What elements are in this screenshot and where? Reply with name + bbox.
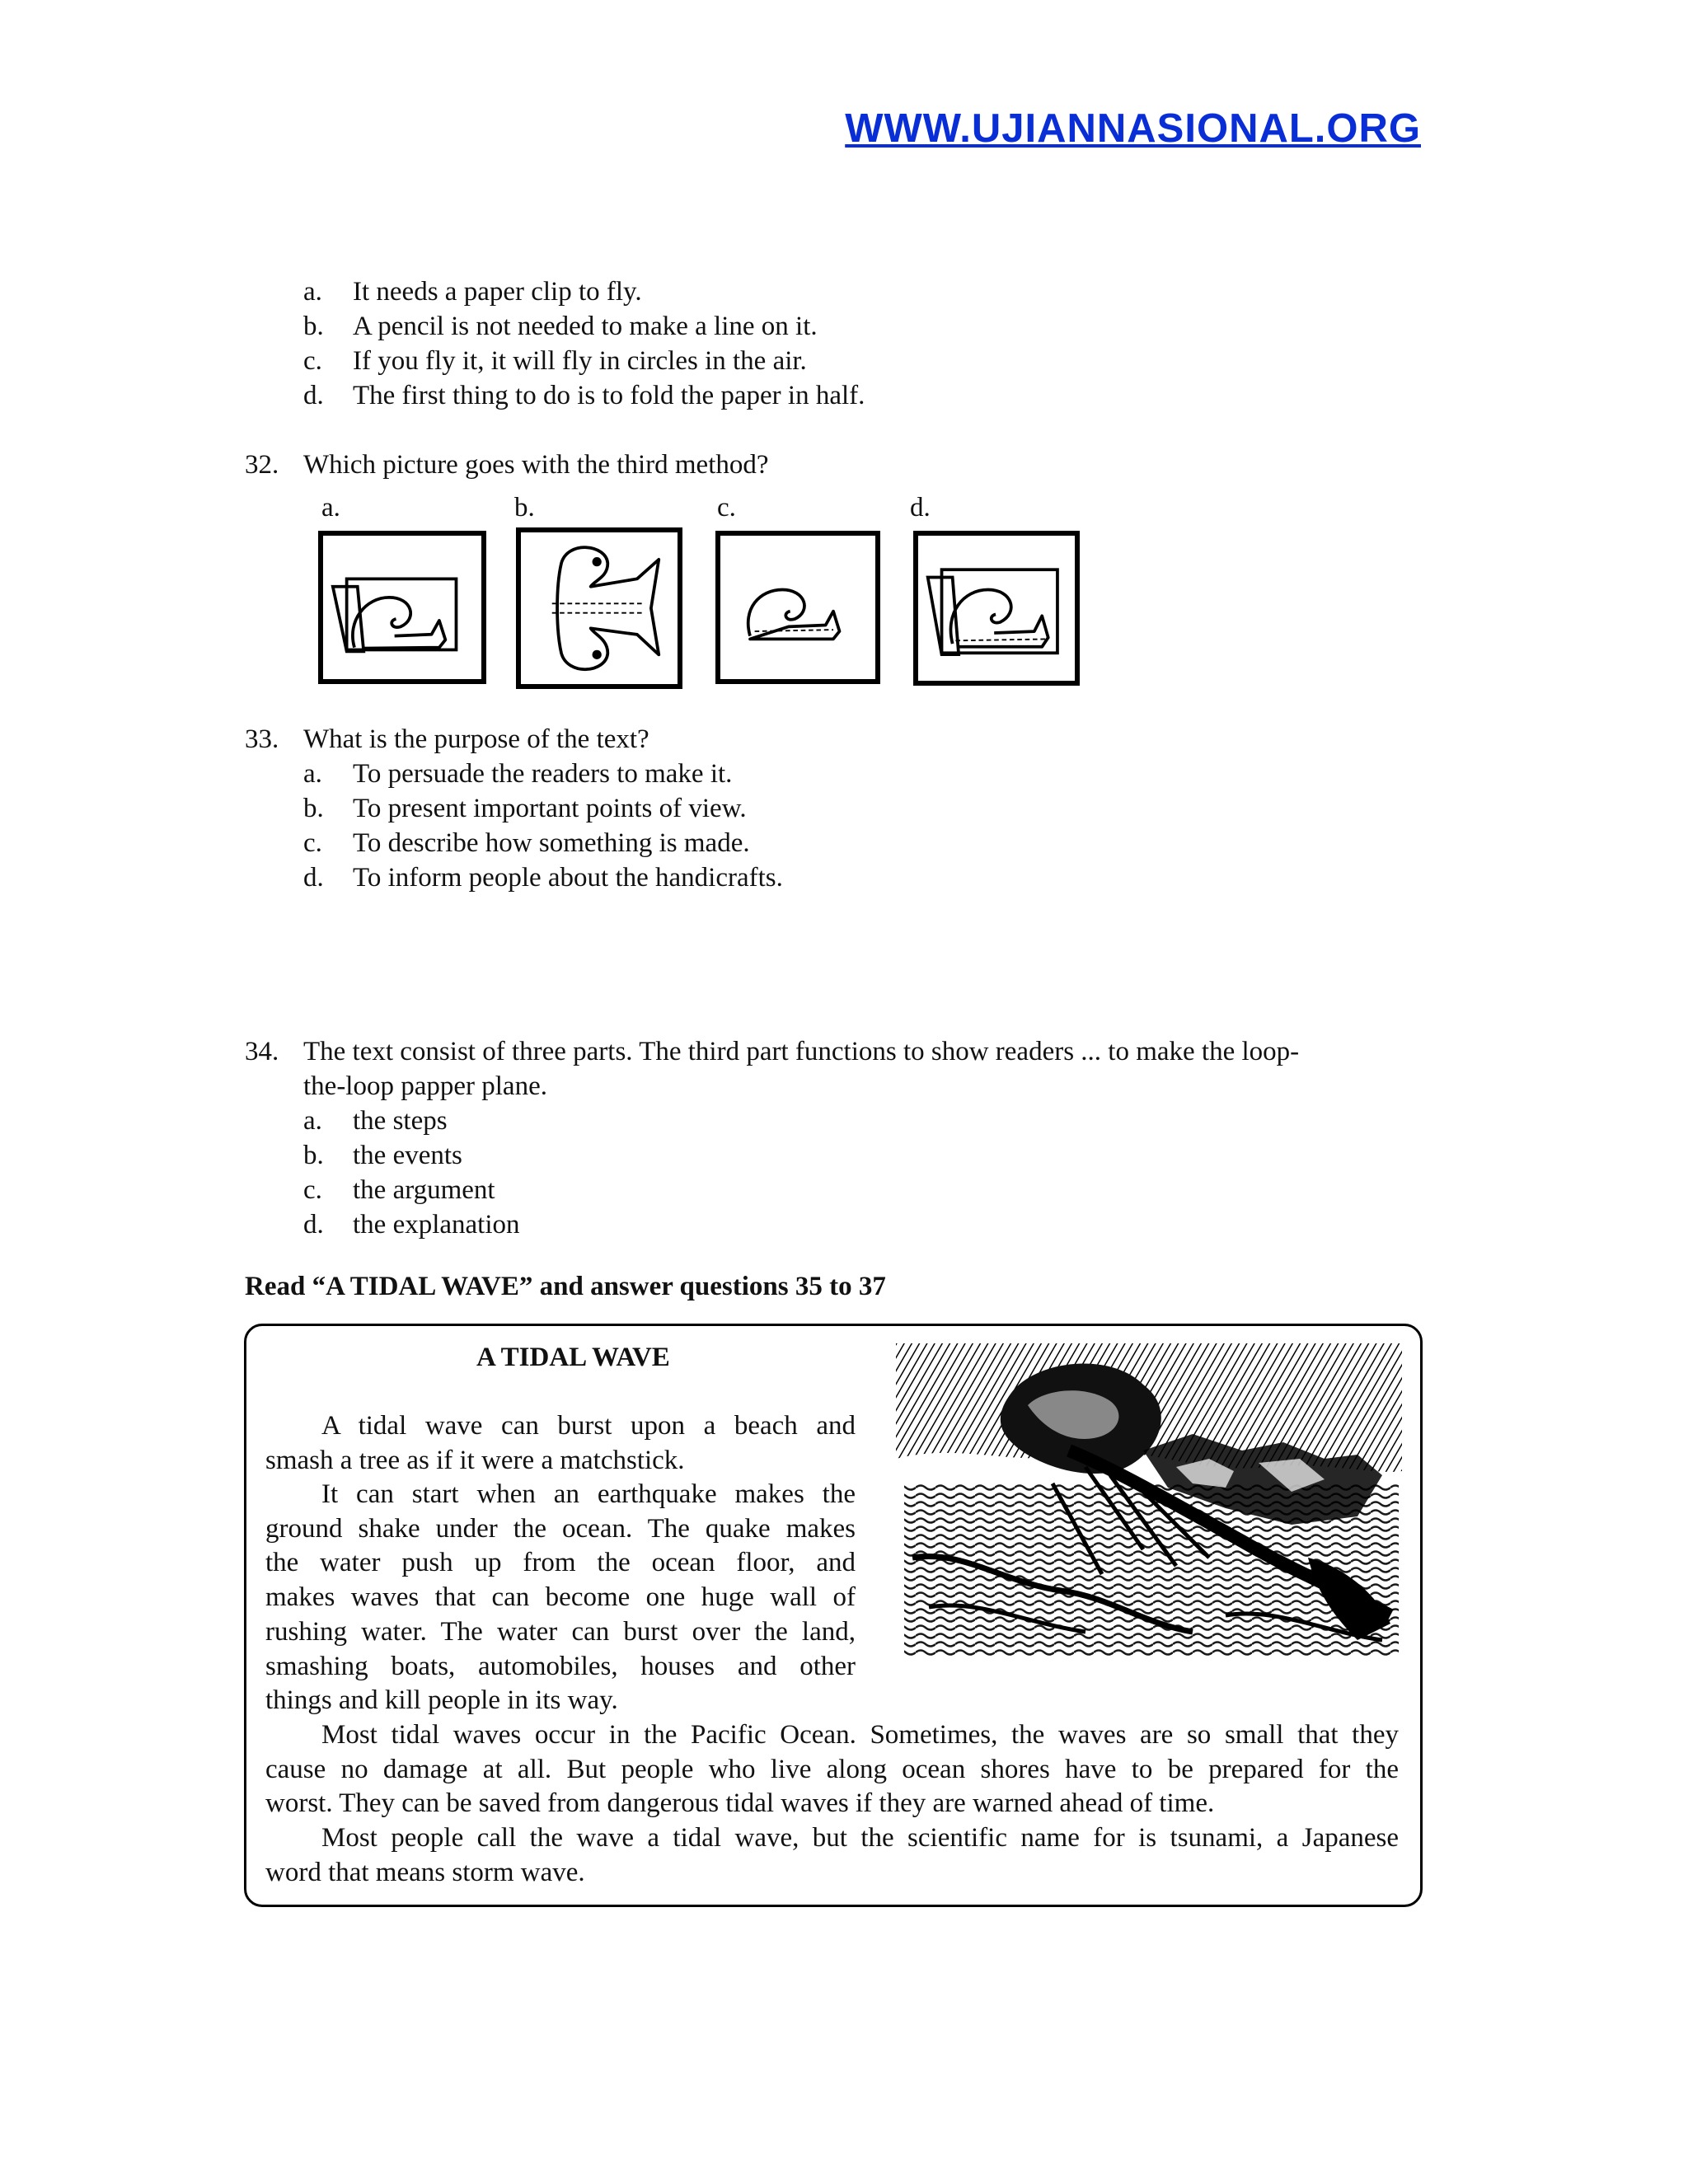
folded-plane-dashed-illustration xyxy=(918,536,1075,681)
passage-line: A tidal wave can burst upon a beach and xyxy=(321,1411,856,1441)
passage-paragraph-4 xyxy=(265,1821,1399,1890)
picture-label-c: c. xyxy=(717,493,736,523)
option-text: If you fly it, it will fly in circles in the air. xyxy=(353,346,807,376)
passage-line: worst. They can be saved from dangerous tidal waves if they are warned ahead of time. xyxy=(265,1788,1215,1819)
option-text: To persuade the readers to make it. xyxy=(353,759,733,789)
option-text: A pencil is not needed to make a line on it. xyxy=(353,312,818,341)
option-text: To describe how something is made. xyxy=(353,828,750,858)
passage-line: word that means storm wave. xyxy=(265,1857,585,1887)
folded-plane-illustration xyxy=(323,536,481,679)
plane-with-line-illustration xyxy=(720,536,875,679)
picture-option-d[interactable] xyxy=(913,531,1080,686)
option-text: the explanation xyxy=(353,1210,520,1240)
option-letter: a. xyxy=(303,277,322,307)
passage-line: Most people call the wave a tidal wave, but the scientific name for is tsunami, a Japanese xyxy=(321,1823,1399,1853)
option-text: the events xyxy=(353,1141,462,1170)
question-text: Which picture goes with the third method? xyxy=(303,450,769,480)
option-letter: a. xyxy=(303,1106,322,1136)
option-text: To present important points of view. xyxy=(353,794,747,823)
question-number: 33. xyxy=(245,724,279,754)
passage-paragraph-1 xyxy=(265,1409,856,1478)
option-letter: c. xyxy=(303,1175,322,1205)
site-link[interactable]: WWW.UJIANNASIONAL.ORG xyxy=(845,106,1421,151)
passage-line: ground shake under the ocean. The quake makes xyxy=(265,1513,856,1544)
option-letter: b. xyxy=(303,794,324,823)
tidal-wave-illustration xyxy=(896,1343,1402,1660)
option-letter: b. xyxy=(303,1141,324,1170)
question-text: The text consist of three parts. The third part functions to show readers ... to make the loop- xyxy=(303,1037,1300,1066)
option-text: To inform people about the handicrafts. xyxy=(353,863,783,893)
picture-option-b[interactable] xyxy=(516,527,682,689)
option-letter: b. xyxy=(303,312,324,341)
passage-line: smashing boats, automobiles, houses and other xyxy=(265,1651,856,1681)
question-text: What is the purpose of the text? xyxy=(303,724,649,754)
option-letter: d. xyxy=(303,1210,324,1240)
option-text: It needs a paper clip to fly. xyxy=(353,277,642,307)
passage-line: smash a tree as if it were a matchstick. xyxy=(265,1445,685,1475)
passage-line: makes waves that can become one huge wall of xyxy=(265,1582,856,1613)
option-letter: d. xyxy=(303,863,324,893)
reading-instruction: Read “A TIDAL WAVE” and answer questions 35 to 37 xyxy=(245,1272,886,1301)
passage-line: the water push up from the ocean floor, and xyxy=(265,1548,856,1578)
option-text: The first thing to do is to fold the paper in half. xyxy=(353,381,865,410)
question-number: 32. xyxy=(245,450,279,480)
passage-line: cause no damage at all. But people who live along ocean shores have to be prepared for the xyxy=(265,1754,1399,1784)
passage-line: It can start when an earthquake makes the xyxy=(321,1479,856,1509)
passage-paragraph-3 xyxy=(265,1718,1399,1821)
option-letter: c. xyxy=(303,828,322,858)
unfolded-plane-illustration xyxy=(521,532,678,684)
passage-line: things and kill people in its way. xyxy=(265,1685,618,1716)
option-letter: d. xyxy=(303,381,324,410)
picture-option-c[interactable] xyxy=(715,531,880,684)
picture-label-b: b. xyxy=(514,493,535,523)
picture-option-a[interactable] xyxy=(318,531,486,684)
option-letter: a. xyxy=(303,759,322,789)
passage-paragraph-2 xyxy=(265,1478,856,1718)
passage-title: A TIDAL WAVE xyxy=(476,1343,670,1372)
passage-line: Most tidal waves occur in the Pacific Ocean. Sometimes, the waves are so small that they xyxy=(321,1720,1399,1750)
question-number: 34. xyxy=(245,1037,279,1066)
picture-label-d: d. xyxy=(910,493,931,523)
picture-label-a: a. xyxy=(321,493,340,523)
question-text-continued: the-loop papper plane. xyxy=(303,1071,547,1101)
option-text: the steps xyxy=(353,1106,448,1136)
passage-line: rushing water. The water can burst over the land, xyxy=(265,1616,856,1647)
option-letter: c. xyxy=(303,346,322,376)
option-text: the argument xyxy=(353,1175,495,1205)
